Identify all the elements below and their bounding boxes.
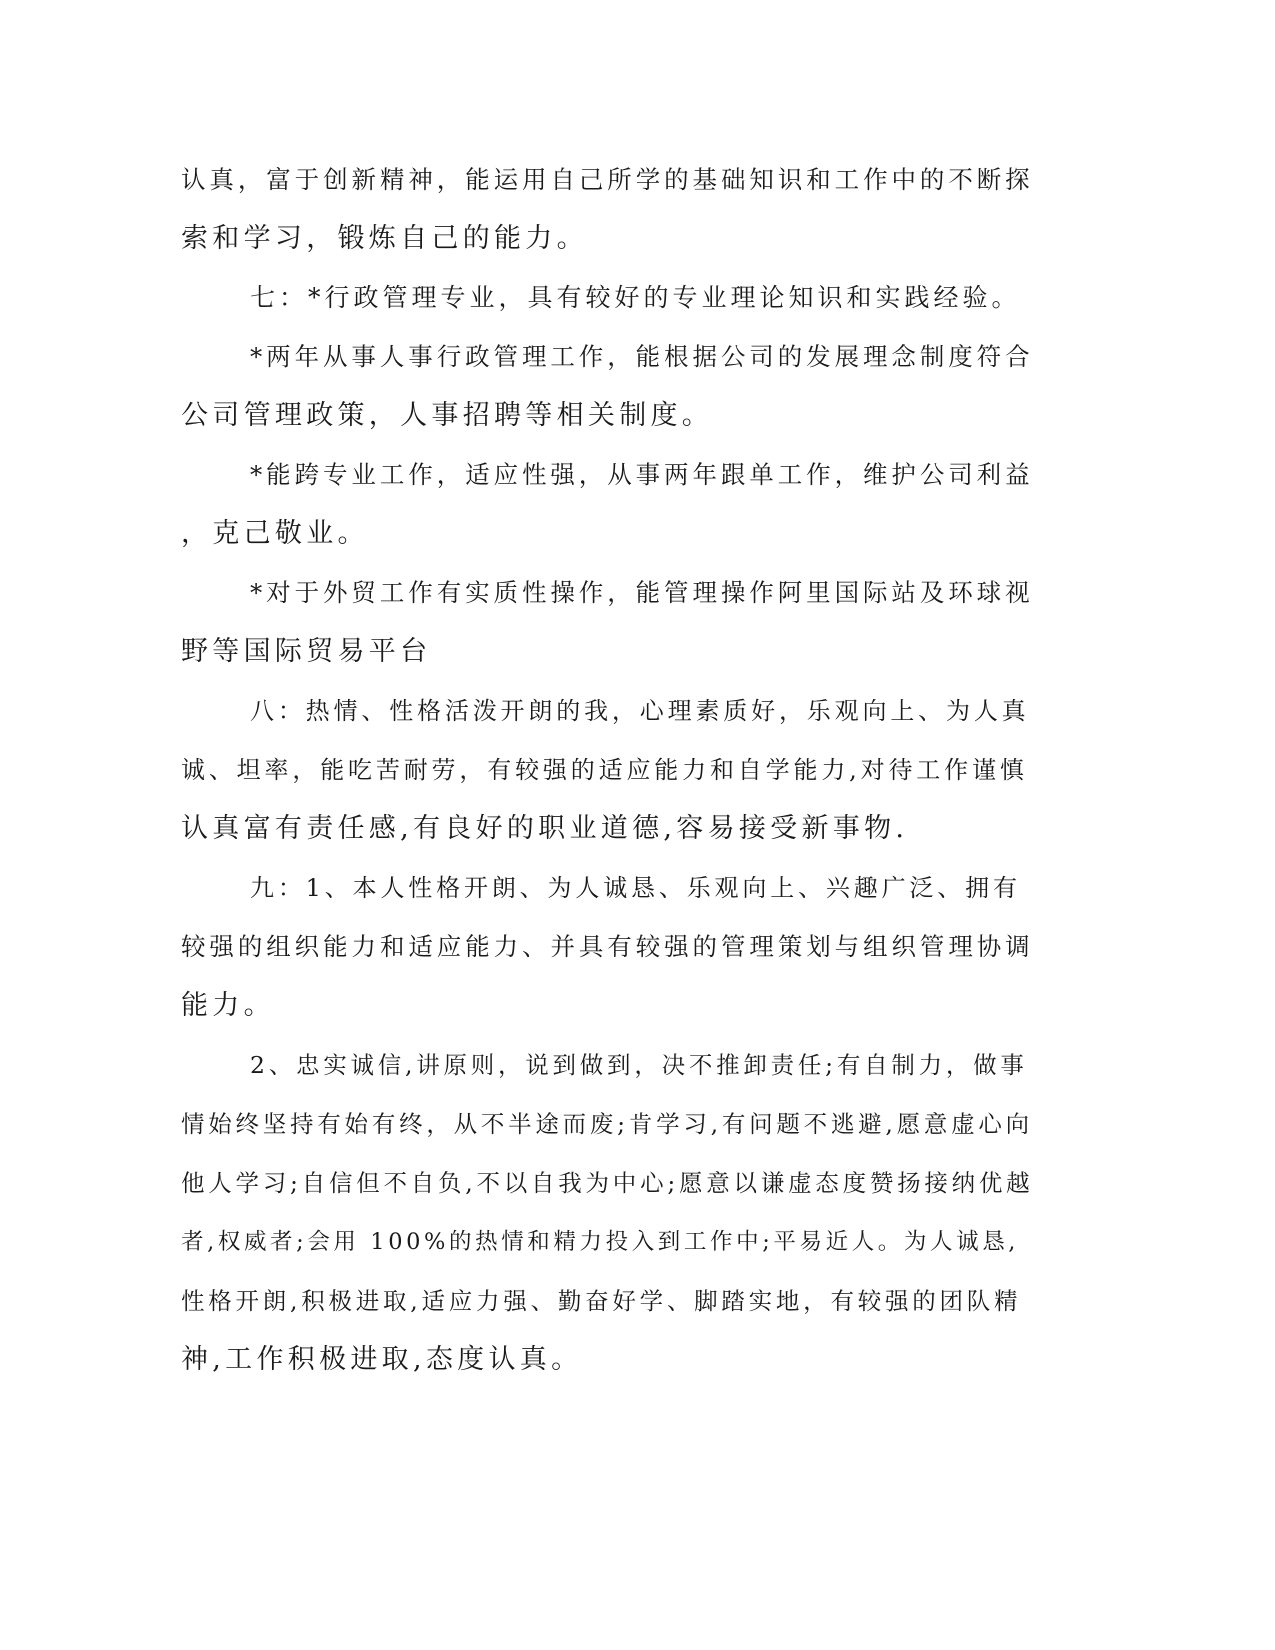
text-line: 性格开朗,积极进取,适应力强、勤奋好学、脚踏实地，有较强的团队精 [181, 1287, 1022, 1315]
text-line: 索和学习，锻炼自己的能力。 [181, 223, 588, 254]
text-line: 者,权威者;会用 100%的热情和精力投入到工作中;平易近人。为人诚恳, [181, 1229, 1020, 1255]
text-line: 他人学习;自信但不自负,不以自我为中心;愿意以谦虚态度赞扬接纳优越 [181, 1169, 1034, 1197]
text-line: 诚、坦率，能吃苦耐劳，有较强的适应能力和自学能力,对待工作谨慎 [181, 756, 1028, 784]
paragraph-eight-line: 八：热情、性格活泼开朗的我，心理素质好，乐观向上、为人真 [250, 697, 1030, 725]
text-line: 较强的组织能力和适应能力、并具有较强的管理策划与组织管理协调 [181, 932, 1034, 961]
text-line: *对于外贸工作有实质性操作，能管理操作阿里国际站及环球视 [250, 578, 1034, 607]
text-line: 认真，富于创新精神，能运用自己所学的基础知识和工作中的不断探 [181, 165, 1034, 194]
text-line: 情始终坚持有始有终，从不半途而废;肯学习,有问题不逃避,愿意虚心向 [181, 1110, 1033, 1138]
text-line: *能跨专业工作，适应性强，从事两年跟单工作，维护公司利益 [250, 460, 1034, 489]
text-line: 2、忠实诚信,讲原则，说到做到，决不推卸责任;有自制力，做事 [250, 1051, 1028, 1079]
paragraph-seven-line: 七：*行政管理专业，具有较好的专业理论知识和实践经验。 [250, 283, 1021, 312]
text-line: 神,工作积极进取,态度认真。 [181, 1344, 583, 1375]
text-line: 公司管理政策，人事招聘等相关制度。 [181, 400, 714, 431]
text-line: 能力。 [181, 990, 275, 1021]
paragraph-nine-line: 九：1、本人性格开朗、为人诚恳、乐观向上、兴趣广泛、拥有 [250, 874, 1021, 902]
text-line: 认真富有责任感,有良好的职业道德,容易接受新事物. [181, 813, 909, 844]
text-line: ，克己敬业。 [181, 518, 369, 549]
text-line: 野等国际贸易平台 [181, 636, 432, 667]
text-line: *两年从事人事行政管理工作，能根据公司的发展理念制度符合 [250, 342, 1034, 371]
